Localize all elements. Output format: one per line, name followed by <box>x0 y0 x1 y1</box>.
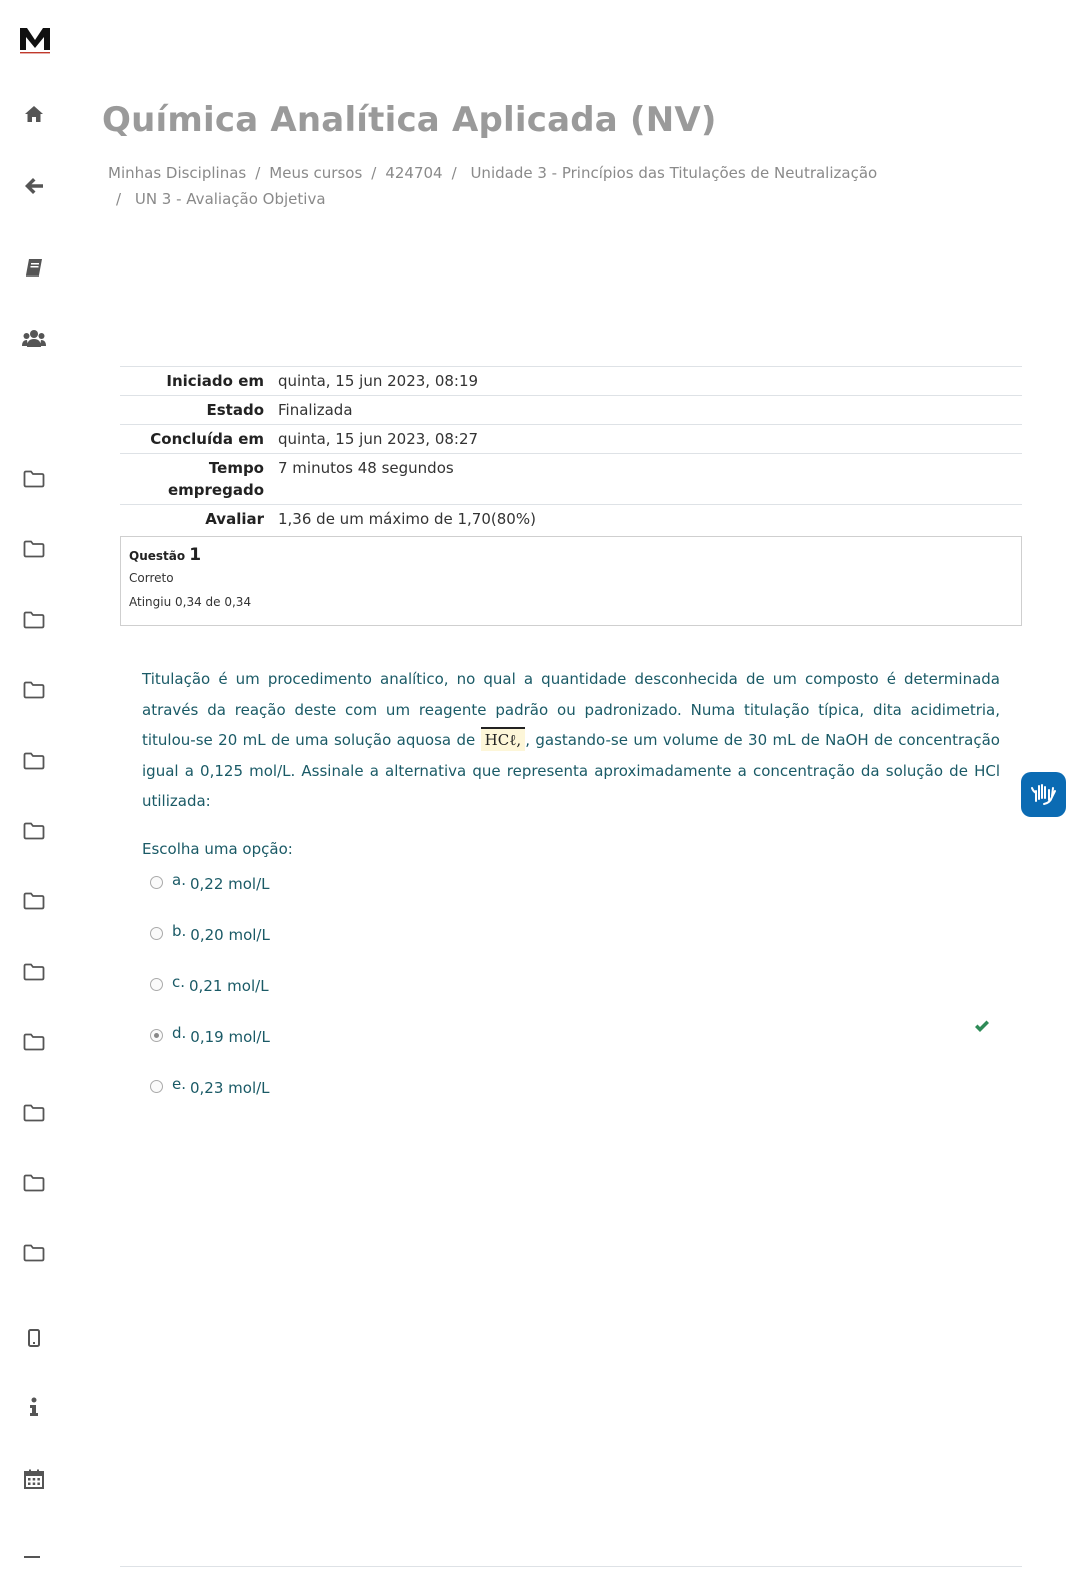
time-value: 7 minutos 48 segundos <box>278 459 454 477</box>
breadcrumb: Minhas Disciplinas / Meus cursos / 424704 / Unidade 3 - Princípios das Titulações de Neutralização / UN 3 - Avaliação Objetiva <box>108 164 878 208</box>
folder-icon[interactable] <box>20 958 48 986</box>
option-e-text: 0,23 mol/L <box>190 1079 270 1097</box>
question-text-part2: , gastando-se um volume de 30 mL de NaOH de concentração igual a 0,125 mol/L. Assinale a alternativa que representa aproximadamente a concentração da solução de HCl utilizada: <box>142 731 1000 810</box>
question-label: Questão <box>129 549 186 563</box>
summary-row-time <box>120 454 1022 505</box>
formula-image: HCℓ, <box>481 727 526 751</box>
time-label-line1: Tempo <box>208 459 264 477</box>
mobile-icon[interactable] <box>20 1324 48 1352</box>
hands-icon <box>1030 779 1058 811</box>
page-title: Química Analítica Aplicada (NV) <box>102 100 717 140</box>
option-c-text: 0,21 mol/L <box>189 977 269 995</box>
attempt-summary-table <box>120 366 1022 533</box>
folder-icon[interactable] <box>20 606 48 634</box>
summary-row-state <box>120 396 1022 425</box>
option-b-radio[interactable] <box>150 927 163 940</box>
sign-language-accessibility-button[interactable] <box>1021 772 1066 817</box>
option-b-text: 0,20 mol/L <box>190 926 270 944</box>
question-info-box <box>120 536 1022 626</box>
answer-prompt: Escolha uma opção: <box>142 840 293 858</box>
footer-divider <box>120 1566 1022 1567</box>
book-icon[interactable] <box>20 254 48 282</box>
option-d-letter: d. <box>172 1024 187 1042</box>
option-a-text: 0,22 mol/L <box>189 875 270 893</box>
info-icon[interactable] <box>20 1393 48 1421</box>
option-a-letter: a. <box>172 871 186 889</box>
option-d[interactable] <box>150 1023 1010 1051</box>
users-icon[interactable] <box>20 324 48 352</box>
calendar-icon[interactable] <box>20 1465 48 1493</box>
option-c-radio[interactable] <box>150 978 163 991</box>
breadcrumb-item-assessment[interactable]: UN 3 - Avaliação Objetiva <box>134 190 326 208</box>
folder-icon[interactable] <box>20 1239 48 1267</box>
folder-icon[interactable] <box>20 887 48 915</box>
option-d-text: 0,19 mol/L <box>190 1028 270 1046</box>
site-logo[interactable] <box>18 24 54 54</box>
sidebar-divider <box>24 1556 40 1558</box>
state-label: Estado <box>206 401 264 419</box>
option-a[interactable] <box>150 870 1010 898</box>
option-d-radio[interactable] <box>150 1029 163 1042</box>
started-label: Iniciado em <box>166 372 264 390</box>
completed-value: quinta, 15 jun 2023, 08:27 <box>278 430 479 448</box>
breadcrumb-item-meus-cursos[interactable]: Meus cursos <box>269 164 363 182</box>
option-e[interactable] <box>150 1074 1010 1102</box>
summary-row-grade <box>120 505 1022 534</box>
folder-icon[interactable] <box>20 1169 48 1197</box>
folder-icon[interactable] <box>20 535 48 563</box>
arrow-left-icon[interactable] <box>20 172 48 200</box>
grade-value: 1,36 de um máximo de 1,70(80%) <box>278 510 536 528</box>
option-c[interactable] <box>150 972 1010 1000</box>
question-text <box>142 664 1000 817</box>
summary-row-started <box>120 367 1022 396</box>
correct-check-icon <box>974 1019 990 1037</box>
started-value: quinta, 15 jun 2023, 08:19 <box>278 372 479 390</box>
summary-row-completed <box>120 425 1022 454</box>
question-text-part1: Titulação é um procedimento analítico, no qual a quantidade desconhecida de um composto é determinada através da reação deste com um reagente padrão ou padronizado. Numa titulação típica, dita acidimetria, titulou-se 20 mL de uma solução aquosa de <box>142 670 1000 749</box>
folder-icon[interactable] <box>20 1028 48 1056</box>
question-number <box>129 545 1013 565</box>
option-b[interactable] <box>150 921 1010 949</box>
home-icon[interactable] <box>20 100 48 128</box>
state-value: Finalizada <box>278 401 353 419</box>
option-c-letter: c. <box>172 973 186 991</box>
grade-label: Avaliar <box>205 510 264 528</box>
option-b-letter: b. <box>172 922 187 940</box>
option-e-radio[interactable] <box>150 1080 163 1093</box>
folder-icon[interactable] <box>20 1099 48 1127</box>
folder-icon[interactable] <box>20 817 48 845</box>
time-label <box>120 454 278 505</box>
question-state: Correto <box>129 571 174 585</box>
folder-icon[interactable] <box>20 747 48 775</box>
folder-icon[interactable] <box>20 676 48 704</box>
breadcrumb-item-course-id[interactable]: 424704 <box>385 164 443 182</box>
breadcrumb-item-minhas-disciplinas[interactable]: Minhas Disciplinas <box>108 164 247 182</box>
folder-icon[interactable] <box>20 465 48 493</box>
breadcrumb-item-unit[interactable]: Unidade 3 - Princípios das Titulações de Neutralização <box>470 164 878 182</box>
time-label-line2: empregado <box>167 481 264 499</box>
option-a-radio[interactable] <box>150 876 163 889</box>
option-e-letter: e. <box>172 1075 186 1093</box>
sidebar <box>0 0 68 1570</box>
question-number-value: 1 <box>189 545 202 565</box>
question-grade: Atingiu 0,34 de 0,34 <box>129 595 252 609</box>
completed-label: Concluída em <box>150 430 264 448</box>
